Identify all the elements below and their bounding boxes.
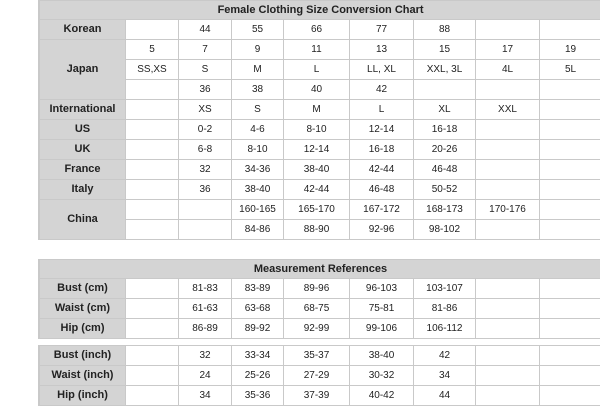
cell: 42 [350, 80, 414, 100]
france-row [40, 160, 600, 180]
cell: 11 [284, 40, 350, 60]
cell [540, 160, 600, 180]
cell: 96-103 [350, 279, 414, 299]
cell: 7 [179, 40, 232, 60]
cell: L [350, 100, 414, 120]
cell [476, 346, 540, 366]
hip-cm-row [40, 319, 600, 339]
cell [476, 180, 540, 200]
cell: 24 [179, 366, 232, 386]
size-conversion-table [39, 0, 600, 240]
row-label-france: France [40, 160, 126, 180]
cell: 9 [232, 40, 284, 60]
cell [540, 120, 600, 140]
cell: 38-40 [350, 346, 414, 366]
cell [126, 100, 179, 120]
cell: 86-89 [179, 319, 232, 339]
cell: 44 [414, 386, 476, 406]
cell: 55 [232, 20, 284, 40]
size-conversion-panel [38, 0, 600, 240]
cell [540, 140, 600, 160]
cell: 89-96 [284, 279, 350, 299]
cell [126, 160, 179, 180]
cell: 168-173 [414, 200, 476, 220]
cell [476, 160, 540, 180]
cell: 42-44 [284, 180, 350, 200]
cell: 12-14 [350, 120, 414, 140]
cell: 50-52 [414, 180, 476, 200]
cell: 30-32 [350, 366, 414, 386]
cell [126, 299, 179, 319]
cell: 40-42 [350, 386, 414, 406]
cell: 34 [414, 366, 476, 386]
cell [540, 80, 600, 100]
row-label-international: International [40, 100, 126, 120]
cell: 36 [179, 80, 232, 100]
cell: 46-48 [350, 180, 414, 200]
international-row [40, 100, 600, 120]
cell [476, 120, 540, 140]
row-label-uk: UK [40, 140, 126, 160]
cell: 88-90 [284, 220, 350, 240]
cell [126, 386, 179, 406]
bust-cm-row [40, 279, 600, 299]
row-label-hip-inch: Hip (inch) [40, 386, 126, 406]
cell: L [284, 60, 350, 80]
cell: XL [414, 100, 476, 120]
cell [476, 279, 540, 299]
cell: 98-102 [414, 220, 476, 240]
cell: 38-40 [284, 160, 350, 180]
cell: 99-106 [350, 319, 414, 339]
cell: 4-6 [232, 120, 284, 140]
cell: 61-63 [179, 299, 232, 319]
cell: 17 [476, 40, 540, 60]
cell: 12-14 [284, 140, 350, 160]
measurement-table [39, 259, 600, 339]
measurement-inch-panel [38, 345, 600, 406]
cell: 8-10 [232, 140, 284, 160]
cell: 37-39 [284, 386, 350, 406]
cell: 35-37 [284, 346, 350, 366]
chart-title: Female Clothing Size Conversion Chart [40, 1, 600, 20]
cell: 66 [284, 20, 350, 40]
cell [540, 180, 600, 200]
cell: XXL [476, 100, 540, 120]
cell: 32 [179, 346, 232, 366]
cell [126, 20, 179, 40]
measurement-panel [38, 259, 600, 339]
cell: 92-96 [350, 220, 414, 240]
cell: 165-170 [284, 200, 350, 220]
cell: 88 [414, 20, 476, 40]
china-row-1 [40, 200, 600, 220]
cell: 84-86 [232, 220, 284, 240]
cell [476, 366, 540, 386]
cell: 89-92 [232, 319, 284, 339]
cell: 38-40 [232, 180, 284, 200]
cell: 35-36 [232, 386, 284, 406]
cell: 68-75 [284, 299, 350, 319]
cell [540, 100, 600, 120]
cell: 103-107 [414, 279, 476, 299]
cell: 170-176 [476, 200, 540, 220]
cell: 42 [414, 346, 476, 366]
uk-row [40, 140, 600, 160]
cell [476, 386, 540, 406]
bust-inch-row [40, 346, 600, 366]
cell [126, 80, 179, 100]
cell: 38 [232, 80, 284, 100]
cell: 4L [476, 60, 540, 80]
cell [540, 319, 600, 339]
cell: 34 [179, 386, 232, 406]
cell [126, 319, 179, 339]
cell [540, 366, 600, 386]
measurement-title: Measurement References [40, 260, 600, 279]
cell: 36 [179, 180, 232, 200]
cell: 19 [540, 40, 600, 60]
cell [540, 279, 600, 299]
cell: 5L [540, 60, 600, 80]
cell [126, 279, 179, 299]
cell: M [284, 100, 350, 120]
cell: 77 [350, 20, 414, 40]
cell [476, 220, 540, 240]
italy-row [40, 180, 600, 200]
cell [126, 180, 179, 200]
cell: 8-10 [284, 120, 350, 140]
cell: 0-2 [179, 120, 232, 140]
row-label-bust-inch: Bust (inch) [40, 346, 126, 366]
cell: 25-26 [232, 366, 284, 386]
cell [540, 20, 600, 40]
cell: 42-44 [350, 160, 414, 180]
cell: 167-172 [350, 200, 414, 220]
cell [476, 319, 540, 339]
japan-row-1 [40, 40, 600, 60]
cell: SS,XS [126, 60, 179, 80]
cell [126, 120, 179, 140]
cell [126, 220, 179, 240]
row-label-china: China [40, 200, 126, 240]
cell: 6-8 [179, 140, 232, 160]
cell [476, 20, 540, 40]
cell: 5 [126, 40, 179, 60]
cell: 20-26 [414, 140, 476, 160]
measurement-title-row [40, 260, 600, 279]
row-label-waist-inch: Waist (inch) [40, 366, 126, 386]
cell [476, 80, 540, 100]
measurement-inch-table [39, 345, 600, 406]
cell [540, 299, 600, 319]
cell: 160-165 [232, 200, 284, 220]
cell: 81-83 [179, 279, 232, 299]
cell [179, 220, 232, 240]
cell: 75-81 [350, 299, 414, 319]
us-row [40, 120, 600, 140]
row-label-italy: Italy [40, 180, 126, 200]
cell: 83-89 [232, 279, 284, 299]
cell: 13 [350, 40, 414, 60]
cell: XXL, 3L [414, 60, 476, 80]
cell: 44 [179, 20, 232, 40]
cell: S [179, 60, 232, 80]
row-label-hip-cm: Hip (cm) [40, 319, 126, 339]
cell: 15 [414, 40, 476, 60]
cell: 16-18 [350, 140, 414, 160]
cell: 46-48 [414, 160, 476, 180]
cell [126, 200, 179, 220]
cell: 81-86 [414, 299, 476, 319]
row-label-japan: Japan [40, 40, 126, 100]
title-row [40, 1, 600, 20]
cell [414, 80, 476, 100]
cell: M [232, 60, 284, 80]
cell: 106-112 [414, 319, 476, 339]
cell: 34-36 [232, 160, 284, 180]
cell [126, 140, 179, 160]
cell [126, 366, 179, 386]
cell: LL, XL [350, 60, 414, 80]
cell: 33-34 [232, 346, 284, 366]
row-label-korean: Korean [40, 20, 126, 40]
cell: XS [179, 100, 232, 120]
row-label-us: US [40, 120, 126, 140]
cell [126, 346, 179, 366]
cell [540, 386, 600, 406]
cell [540, 346, 600, 366]
korean-row [40, 20, 600, 40]
waist-inch-row [40, 366, 600, 386]
cell: S [232, 100, 284, 120]
cell: 32 [179, 160, 232, 180]
hip-inch-row [40, 386, 600, 406]
row-label-waist-cm: Waist (cm) [40, 299, 126, 319]
cell: 27-29 [284, 366, 350, 386]
cell: 40 [284, 80, 350, 100]
cell [476, 299, 540, 319]
cell [179, 200, 232, 220]
waist-cm-row [40, 299, 600, 319]
cell [540, 220, 600, 240]
cell [540, 200, 600, 220]
cell: 16-18 [414, 120, 476, 140]
cell [476, 140, 540, 160]
cell: 63-68 [232, 299, 284, 319]
cell: 92-99 [284, 319, 350, 339]
row-label-bust-cm: Bust (cm) [40, 279, 126, 299]
